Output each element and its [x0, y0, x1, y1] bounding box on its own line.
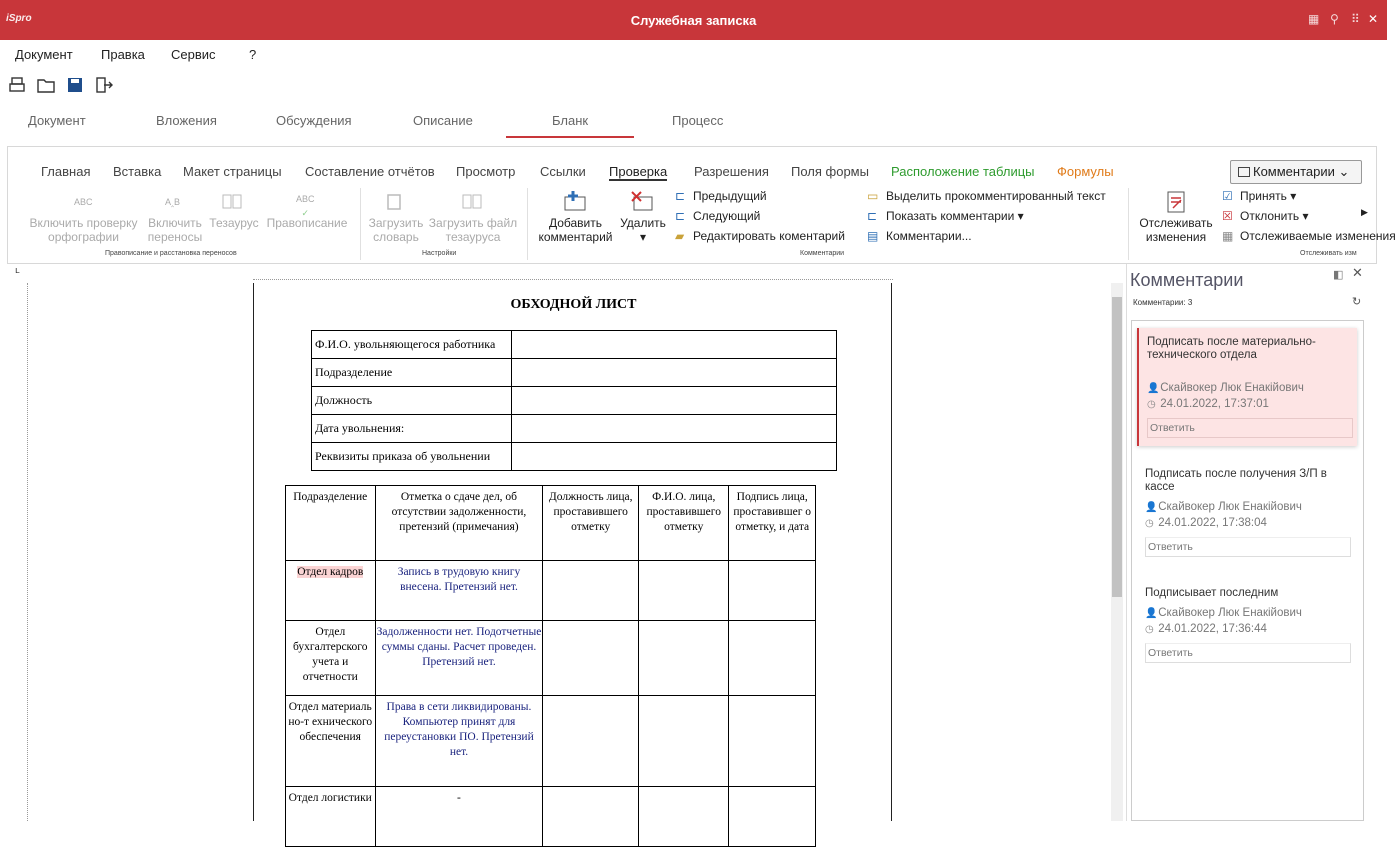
comments-panel-title: Комментарии [1130, 270, 1244, 290]
spellcheck-icon: ABC [74, 197, 93, 207]
name-cell[interactable] [638, 787, 729, 847]
enable-spellcheck-button[interactable]: Включить проверку орфографии [29, 216, 138, 244]
rtab-reports[interactable]: Составление отчётов [305, 164, 435, 179]
dept-cell[interactable]: Отдел логистики [286, 787, 376, 847]
search-icon[interactable]: ⚲ [1330, 12, 1339, 26]
next-comment-icon: ⊏ [675, 209, 686, 223]
comment-text: Подписать после получения З/П в кассе [1145, 468, 1327, 493]
thesaurus-button[interactable]: Тезаурус [209, 216, 259, 230]
info-label: Реквизиты приказа об увольнении [312, 443, 512, 471]
tracked-changes-button[interactable]: Отслеживаемые изменения [1240, 229, 1396, 243]
track-changes-icon [1165, 190, 1189, 214]
edit-comment-icon: ▰ [675, 229, 685, 243]
load-dictionary-button[interactable]: Загрузить словарь [368, 216, 424, 244]
comment-pane-icon [1238, 167, 1250, 177]
info-label: Подразделение [312, 359, 512, 387]
dept-cell[interactable]: Отдел бухгалтерского учета и отчетности [286, 621, 376, 696]
menu-document[interactable]: Документ [15, 47, 73, 62]
rtab-permissions[interactable]: Разрешения [694, 164, 769, 179]
comments-count: Комментарии: 3 [1133, 298, 1193, 307]
position-cell[interactable] [543, 621, 639, 696]
rtab-layout[interactable]: Макет страницы [183, 164, 282, 179]
group-label-comments: Комментарии [800, 250, 845, 257]
table-header: Отметка о сдаче дел, об отсутствии задолженности, претензий (примечания) [375, 486, 543, 561]
name-cell[interactable] [638, 696, 729, 787]
info-value-cell[interactable] [512, 331, 837, 359]
signature-cell[interactable] [729, 696, 816, 787]
clock-icon: ◷ [1145, 624, 1154, 635]
user-icon: 👤 [1145, 502, 1158, 513]
note-cell[interactable]: Права в сети ликвидированы. Компьютер принят для переустановки ПО. Претензий нет. [375, 696, 543, 787]
horizontal-ruler[interactable] [253, 270, 893, 280]
commented-text[interactable]: Отдел кадров [297, 566, 364, 578]
ribbon-scroll-right-icon[interactable]: ▶ [1361, 207, 1368, 217]
note-cell[interactable]: Задолженности нет. Подотчетные суммы сданы. Расчет проведен. Претензий нет. [375, 621, 543, 696]
tab-discussions[interactable]: Обсуждения [276, 113, 352, 128]
comment-card[interactable] [1137, 328, 1357, 446]
close-panel-icon[interactable]: ✕ [1352, 266, 1363, 281]
previous-comment-button[interactable]: Предыдущий [693, 189, 767, 203]
rtab-view[interactable]: Просмотр [456, 164, 516, 179]
menu-help[interactable]: ? [249, 47, 257, 62]
document-tabs [0, 106, 1387, 140]
group-label-tracking: Отслеживать изм [1300, 250, 1357, 257]
window-title: Служебная записка [630, 13, 757, 28]
dock-icon[interactable]: ◧ [1333, 268, 1344, 281]
comment-author: Скайвокер Люк Енакійович [1158, 501, 1302, 513]
comment-text: Подписать после материально-технического отдела [1147, 336, 1316, 361]
document-scrollbar[interactable] [1111, 283, 1123, 821]
table-row [286, 561, 816, 621]
edit-comment-button[interactable]: Редактировать коментарий [693, 229, 845, 243]
tab-process[interactable]: Процесс [672, 113, 724, 128]
thesaurus-icon [222, 193, 242, 211]
accept-change-button[interactable]: Принять ▾ [1240, 189, 1297, 203]
info-value-cell[interactable] [512, 359, 837, 387]
clock-icon: ◷ [1147, 399, 1156, 410]
grid-icon[interactable]: ▦ [1308, 12, 1320, 26]
rtab-review[interactable]: Проверка [609, 164, 668, 179]
rtab-formulas[interactable]: Формулы [1057, 164, 1114, 179]
note-cell[interactable]: Запись в трудовую книгу внесена. Претензий нет. [375, 561, 543, 621]
refresh-icon[interactable]: ↻ [1352, 295, 1362, 308]
group-separator [527, 188, 528, 260]
tab-attachments[interactable]: Вложения [156, 113, 217, 128]
info-label: Ф.И.О. увольняющегося работника [312, 331, 512, 359]
clock-icon: ◷ [1145, 518, 1154, 529]
comment-date: 24.01.2022, 17:38:04 [1158, 517, 1267, 529]
rtab-home[interactable]: Главная [41, 164, 91, 179]
signature-cell[interactable] [729, 621, 816, 696]
table-row [286, 787, 816, 847]
user-icon: 👤 [1147, 383, 1160, 394]
dept-cell[interactable] [286, 561, 376, 621]
load-thesaurus-button[interactable]: Загрузить файл тезауруса [428, 216, 518, 244]
tab-document[interactable]: Документ [28, 113, 86, 128]
app-logo: iSpro [6, 13, 32, 24]
comment-card[interactable] [1137, 579, 1357, 671]
rtab-table-layout[interactable]: Расположение таблицы [891, 164, 1035, 179]
group-separator [360, 188, 361, 260]
name-cell[interactable] [638, 621, 729, 696]
position-cell[interactable] [543, 787, 639, 847]
exit-icon[interactable] [95, 76, 113, 94]
comment-date: 24.01.2022, 17:36:44 [1158, 623, 1267, 635]
tab-stop-selector[interactable]: ʟ [15, 266, 20, 276]
active-tab-indicator [506, 136, 634, 138]
table-header: Ф.И.О. лица, проставившего отметку [638, 486, 729, 561]
reply-input[interactable]: Ответить [1147, 418, 1353, 438]
previous-comment-icon: ⊏ [675, 189, 686, 203]
menu-dots-icon[interactable]: ⠿ [1351, 12, 1360, 26]
next-comment-button[interactable]: Следующий [693, 209, 761, 223]
comment-card[interactable] [1137, 460, 1357, 564]
load-thesaurus-icon [462, 193, 482, 211]
table-row [286, 696, 816, 787]
vertical-ruler[interactable] [20, 283, 28, 821]
table-row [286, 621, 816, 696]
name-cell[interactable] [638, 561, 729, 621]
rtab-form-fields[interactable]: Поля формы [791, 164, 869, 179]
info-label: Должность [312, 387, 512, 415]
position-cell[interactable] [543, 561, 639, 621]
document-page[interactable] [253, 283, 892, 821]
info-value-cell[interactable] [512, 415, 837, 443]
table-header: Подразделение [286, 486, 376, 561]
comments-pane-button[interactable]: Комментарии... [886, 229, 972, 243]
clearance-table [285, 485, 816, 847]
delete-comment-icon [630, 191, 654, 213]
table-header: Должность лица, проставившего отметку [543, 486, 639, 561]
signature-cell[interactable] [729, 561, 816, 621]
save-icon[interactable] [66, 76, 84, 94]
spelling-button[interactable]: Правописание [266, 216, 348, 230]
title-bar [0, 0, 1387, 40]
open-folder-icon[interactable] [37, 76, 55, 94]
comment-text: Подписывает последним [1145, 587, 1279, 599]
group-label-settings: Настройки [422, 250, 457, 257]
close-icon[interactable]: ✕ [1368, 12, 1379, 26]
tab-description[interactable]: Описание [413, 113, 473, 128]
info-value-cell[interactable] [512, 387, 837, 415]
delete-comment-button[interactable]: Удалить ▾ [620, 216, 666, 244]
user-icon: 👤 [1145, 608, 1158, 619]
comment-date: 24.01.2022, 17:37:01 [1160, 398, 1269, 410]
comment-author: Скайвокер Люк Енакійович [1160, 382, 1304, 394]
enable-hyphenation-button[interactable]: Включить переносы [147, 216, 203, 244]
menu-edit[interactable]: Правка [101, 47, 145, 62]
highlight-commented-text-button[interactable]: Выделить прокомментированный текст [886, 189, 1106, 203]
employee-info-table [311, 330, 837, 471]
dept-cell[interactable]: Отдел материально-т ехнического обеспечения [286, 696, 376, 787]
spelling-icon: ABC ✓ [296, 194, 315, 218]
rtab-references[interactable]: Ссылки [540, 164, 586, 179]
load-dictionary-icon [385, 193, 405, 211]
reject-change-button[interactable]: Отклонить ▾ [1240, 209, 1309, 223]
show-comments-button[interactable]: Показать комментарии ▾ [886, 209, 1024, 223]
info-value-cell[interactable] [512, 443, 837, 471]
group-separator [1128, 188, 1129, 260]
tab-form[interactable]: Бланк [552, 113, 589, 128]
signature-cell[interactable] [729, 787, 816, 847]
position-cell[interactable] [543, 696, 639, 787]
menu-service[interactable]: Сервис [171, 47, 216, 62]
add-comment-icon [563, 191, 587, 213]
highlight-comments-icon: ▭ [867, 189, 879, 203]
group-label-spelling: Правописание и расстановка переносов [105, 250, 237, 257]
rtab-insert[interactable]: Вставка [113, 164, 162, 179]
comments-toggle-button[interactable]: Комментарии ⌄ [1230, 160, 1362, 184]
accept-icon: ☑ [1222, 189, 1233, 203]
document-title: ОБХОДНОЙ ЛИСТ [510, 297, 637, 312]
reject-icon: ☒ [1222, 209, 1233, 223]
print-icon[interactable] [9, 76, 27, 94]
reply-input[interactable]: Ответить [1145, 537, 1351, 557]
comments-pane-icon: ▤ [867, 229, 879, 243]
info-label: Дата увольнения: [312, 415, 512, 443]
add-comment-button[interactable]: Добавить комментарий [538, 216, 613, 244]
track-changes-button[interactable]: Отслеживать изменения [1139, 216, 1213, 244]
scrollbar-thumb[interactable] [1112, 297, 1122, 597]
reply-input[interactable]: Ответить [1145, 643, 1351, 663]
note-cell[interactable]: - [375, 787, 543, 847]
tracked-changes-icon: ▦ [1222, 229, 1234, 243]
comment-author: Скайвокер Люк Енакійович [1158, 607, 1302, 619]
hyphenation-icon: A‸B [165, 197, 181, 207]
show-comments-icon: ⊏ [867, 209, 878, 223]
table-header: Подпись лица, проставившег о отметку, и дата [729, 486, 816, 561]
